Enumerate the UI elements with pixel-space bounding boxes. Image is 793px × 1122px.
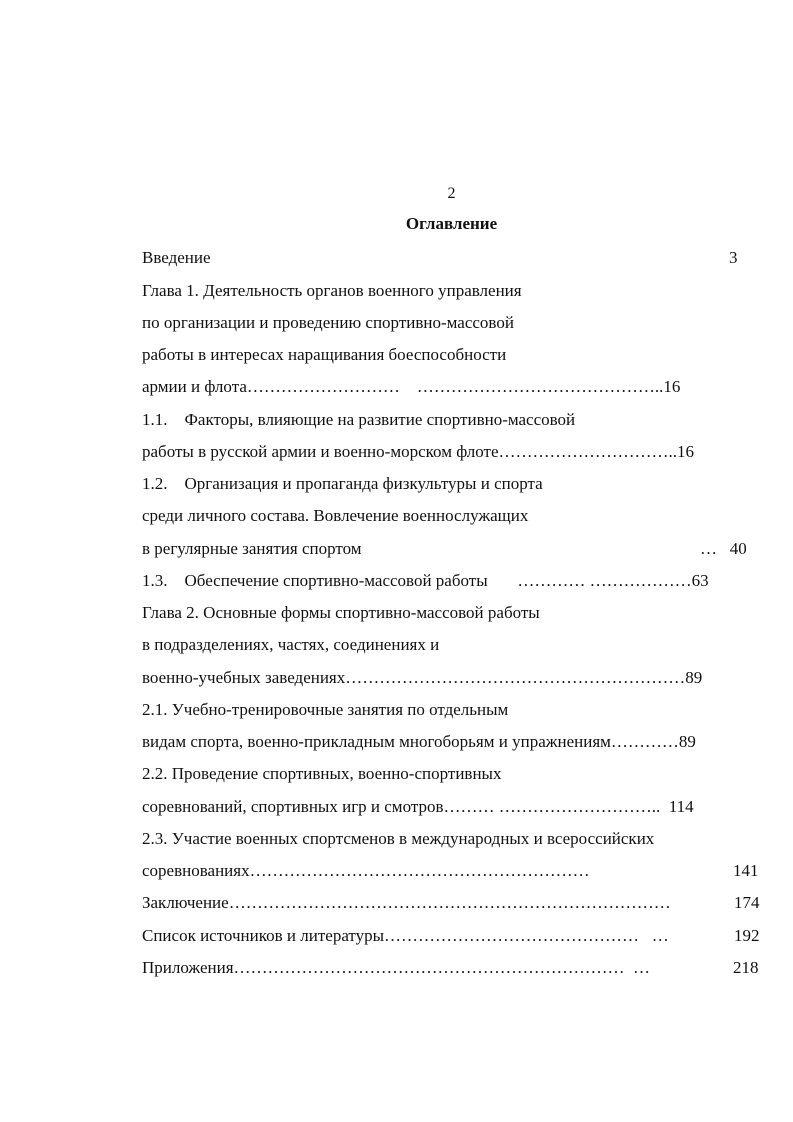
toc-page: 174 [734,893,760,912]
toc-line: 2.2. Проведение спортивных, военно-спортивных [142,764,502,783]
toc-page: … 40 [700,539,747,558]
toc-line: в регулярные занятия спортом [142,539,362,558]
toc-line: 1.2. Организация и пропаганда физкультуры и спорта [142,474,543,493]
toc-line: среди личного состава. Вовлечение военнослужащих [142,506,529,525]
page-number: 2 [447,185,456,202]
toc-line: Глава 1. Деятельность органов военного управления [142,281,522,300]
toc-page: 192 [734,926,760,945]
toc-line: видам спорта, военно-прикладным многоборьям и упражнениям…………89 [142,732,696,751]
toc-line: работы в русской армии и военно-морском флоте…………………………..16 [142,442,695,461]
toc-page: 141 [733,861,759,880]
toc-line: Глава 2. Основные формы спортивно-массовой работы [142,603,540,622]
page-title: Оглавление [405,214,498,233]
toc-line: Заключение…………………………………………………………………… [142,893,671,912]
toc-line: военно-учебных заведениях……………………………………………………89 [142,668,703,687]
toc-line: Список источников и литературы……………………………………… … [142,926,669,945]
toc-line: 1.1. Факторы, влияющие на развитие спортивно-массовой [142,410,576,429]
toc-line: в подразделениях, частях, соединениях и [142,635,440,654]
toc-line: Приложения…………………………………………………………… … [142,958,651,977]
toc-line: по организации и проведению спортивно-массовой [142,313,514,332]
toc-line: армии и флота……………………… ……………………………………..16 [142,377,681,396]
toc-line: 2.3. Участие военных спортсменов в международных и всероссийских [142,829,655,848]
toc-page: 218 [733,958,759,977]
toc-line: соревнований, спортивных игр и смотров……… ……………………….. 114 [142,797,694,816]
toc-line: Введение [142,248,211,267]
toc-line: соревнованиях…………………………………………………… [142,861,590,880]
toc-line: 2.1. Учебно-тренировочные занятия по отдельным [142,700,509,719]
toc-line: 1.3. Обеспечение спортивно-массовой работы ………… ………………63 [142,571,709,590]
toc-page: 3 [729,248,738,267]
toc-line: работы в интересах наращивания боеспособности [142,345,507,364]
